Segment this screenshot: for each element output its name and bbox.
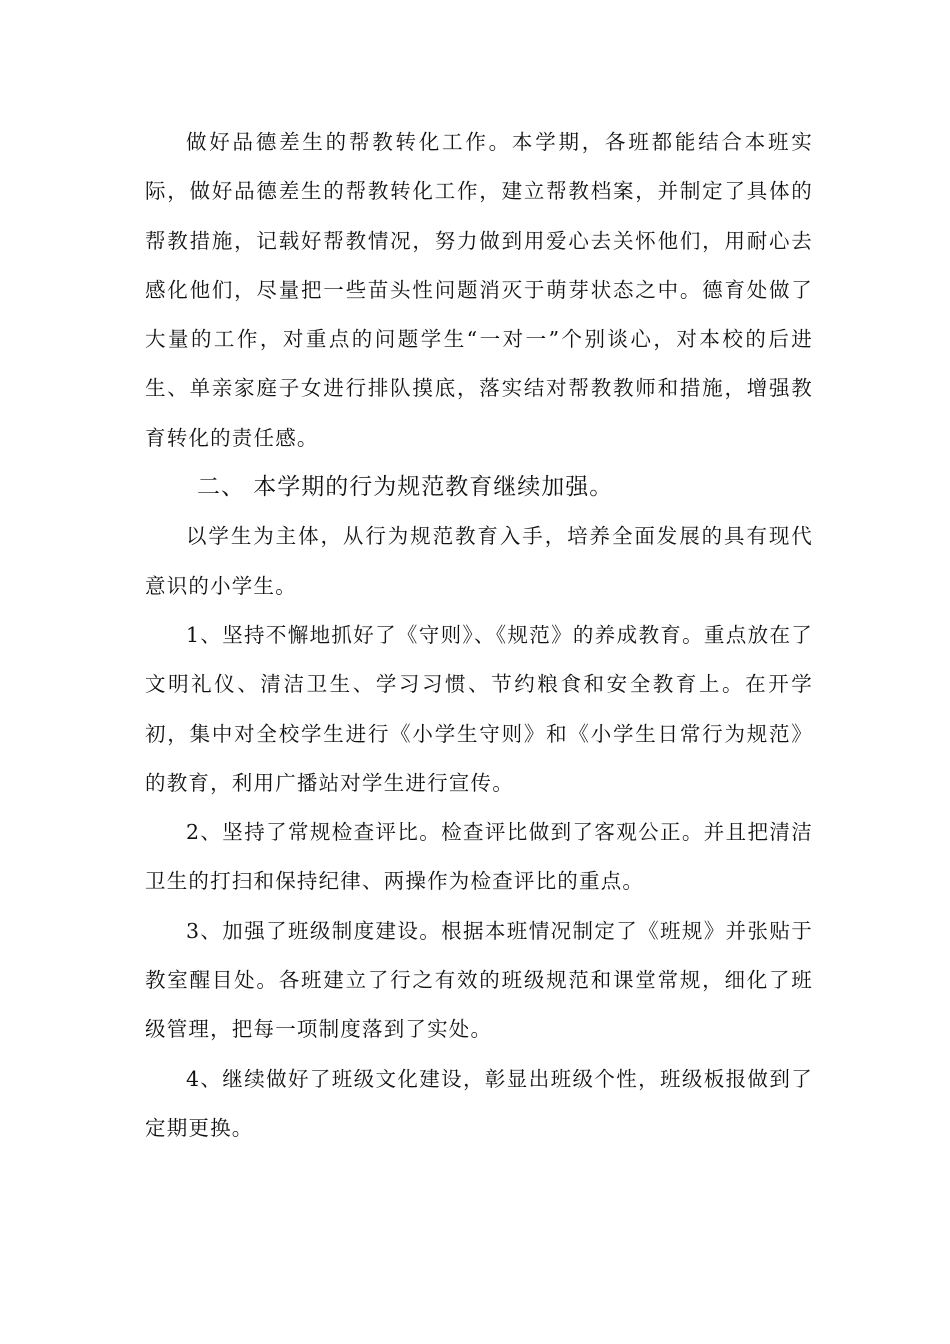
document-body [145,118,813,1153]
paragraph-item-4: 4、继续做好了班级文化建设，彰显出班级个性，班级板报做到了定期更换。 [145,1066,813,1140]
paragraph-item-2: 2、坚持了常规检查评比。检查评比做到了客观公正。并且把清洁卫生的打扫和保持纪律、两操作为检查评比的重点。 [145,820,813,894]
paragraph-item-3: 3、加强了班级制度建设。根据本班情况制定了《班规》并张贴于教室醒目处。各班建立了行之有效的班级规范和课堂常规，细化了班级管理，把每一项制度落到了实处。 [145,918,813,1042]
paragraph-student-subject: 以学生为主体，从行为规范教育入手，培养全面发展的具有现代意识的小学生。 [145,524,813,598]
paragraph-item-1: 1、坚持不懈地抓好了《守则》、《规范》的养成教育。重点放在了文明礼仪、清洁卫生、学习习惯、节约粮食和安全教育上。在开学初，集中对全校学生进行《小学生守则》和《小学生日常行为规范》的教育，利用广播站对学生进行宣传。 [145,622,813,795]
paragraph-peer-tutoring: 做好品德差生的帮教转化工作。本学期，各班都能结合本班实际，做好品德差生的帮教转化工作，建立帮教档案，并制定了具体的帮教措施，记载好帮教情况，努力做到用爱心去关怀他们，用耐心去感化他们，尽量把一些苗头性问题消灭于萌芽状态之中。德育处做了大量的工作，对重点的问题学生“一对一”个别谈心，对本校的后进生、单亲家庭子女进行排队摸底，落实结对帮教教师和措施，增强教育转化的责任感。 [145,130,813,450]
section-heading: 二、 本学期的行为规范教育继续加强。 [197,474,614,501]
